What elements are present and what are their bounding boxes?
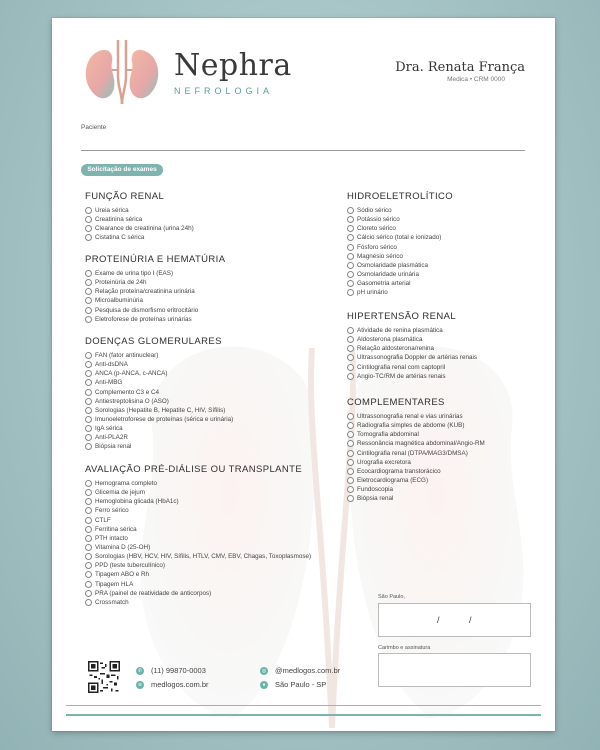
exam-checkbox-item[interactable]: pH urinário [347,288,453,297]
checkbox-icon[interactable] [85,581,92,588]
patient-label: Paciente [81,124,107,131]
exam-checkbox-item[interactable]: Ultrassonografia Doppler de artérias renais [347,353,477,362]
date-label: São Paulo, [378,594,405,600]
checkbox-icon[interactable] [85,207,92,214]
section-title: PROTEINÚRIA E HEMATÚRIA [85,254,226,265]
checkbox-icon[interactable] [347,373,354,380]
date-separator: / [469,615,472,625]
exam-checkbox-item[interactable]: Ferritina sérica [85,525,311,534]
exam-checkbox-item[interactable]: Cloreto sérico [347,224,453,233]
exam-checkbox-item[interactable]: Biópsia renal [85,442,233,451]
exam-checkbox-item[interactable]: Anti-dsDNA [85,360,233,369]
location-contact: ● São Paulo - SP [260,680,326,689]
checkbox-icon[interactable] [347,280,354,287]
instagram-icon: ◎ [261,667,267,674]
exam-checkbox-item[interactable]: Ecocardiograma transtorácico [347,467,485,476]
patient-name-field[interactable] [81,150,525,151]
exam-checkbox-item[interactable]: Angio-TC/RM de artérias renais [347,372,477,381]
checkbox-icon[interactable] [85,216,92,223]
checkbox-icon[interactable] [347,253,354,260]
exam-request-badge: Solicitação de exames [81,164,163,176]
exam-checkbox-item[interactable]: Fundoscopia [347,485,485,494]
checkbox-icon[interactable] [85,379,92,386]
footer-accent-bar [66,714,541,716]
exam-checkbox-item[interactable]: Hemoglobina glicada (HbA1c) [85,497,311,506]
checkbox-icon[interactable] [85,370,92,377]
exam-checkbox-item[interactable]: Aldosterona plasmática [347,335,477,344]
checkbox-icon[interactable] [85,507,92,514]
date-separator: / [437,615,440,625]
checkbox-icon[interactable] [347,468,354,475]
exam-checkbox-item[interactable]: CTLF [85,516,311,525]
exam-checkbox-item[interactable]: Cintilografia renal (DTPA/MAG3/DMSA) [347,449,485,458]
checkbox-icon[interactable] [85,434,92,441]
checkbox-icon[interactable] [347,431,354,438]
checkbox-icon[interactable] [347,354,354,361]
exam-checkbox-item[interactable]: Potássio sérico [347,215,453,224]
exam-checkbox-item[interactable]: ANCA (p-ANCA, c-ANCA) [85,369,233,378]
exam-checkbox-item[interactable]: Osmolaridade urinária [347,270,453,279]
section-title: AVALIAÇÃO PRÉ-DIÁLISE OU TRANSPLANTE [85,464,303,475]
checkbox-icon[interactable] [347,477,354,484]
checkbox-icon[interactable] [85,480,92,487]
exam-checkbox-item[interactable]: Microalbuminúria [85,296,225,305]
exam-checkbox-item[interactable]: Eletrocardiograma (ECG) [347,476,485,485]
exam-checkbox-item[interactable]: Urografia excretora [347,458,485,467]
checkbox-icon[interactable] [347,336,354,343]
exam-checkbox-item[interactable]: Relação proteína/creatinina urinária [85,287,225,296]
doctor-name: Dra. Renata França [395,60,525,75]
checkbox-icon[interactable] [85,225,92,232]
checkbox-icon[interactable] [347,216,354,223]
exam-checkbox-item[interactable]: FAN (fator antinuclear) [85,351,233,360]
checkbox-icon[interactable] [85,407,92,414]
checkbox-icon[interactable] [85,526,92,533]
exam-checkbox-item[interactable]: PTH intacto [85,534,311,543]
date-field[interactable] [378,603,531,637]
exam-checkbox-item[interactable]: Cálcio sérico (total e ionizado) [347,233,453,242]
exam-checkbox-item[interactable]: Eletroforese de proteínas urinárias [85,315,225,324]
section-pre-dialysis [85,464,311,607]
instagram-contact[interactable]: ◎ @medlogos.com.br [261,666,341,675]
checkbox-icon[interactable] [347,271,354,278]
checkbox-icon[interactable] [85,599,92,606]
whatsapp-icon: ✆ [137,667,143,674]
exam-checkbox-item[interactable]: Tipagem ABO e Rh [85,570,311,579]
checkbox-icon[interactable] [347,262,354,269]
checkbox-icon[interactable] [85,416,92,423]
section-title: COMPLEMENTARES [347,397,445,408]
exam-checkbox-item[interactable]: Crossmatch [85,598,311,607]
exam-checkbox-item[interactable]: Biópsia renal [347,494,485,503]
section-hydroelectrolytic [347,191,453,297]
checkbox-icon[interactable] [347,486,354,493]
checkbox-icon[interactable] [85,297,92,304]
exam-checkbox-item[interactable]: PPD (teste tuberculínico) [85,561,311,570]
section-renal-hypertension [347,311,477,381]
exam-checkbox-item[interactable]: Anti-PLA2R [85,433,233,442]
website-contact[interactable]: ≋ medlogos.com.br [137,680,209,689]
section-title: HIPERTENSÃO RENAL [347,311,457,322]
exam-checkbox-item[interactable]: Sódio sérico [347,206,453,215]
exam-checkbox-item[interactable]: Anti-MBG [85,378,233,387]
checkbox-icon[interactable] [85,535,92,542]
checkbox-icon[interactable] [347,364,354,371]
checkbox-icon[interactable] [347,327,354,334]
checkbox-icon[interactable] [347,345,354,352]
checkbox-icon[interactable] [85,307,92,314]
checkbox-icon[interactable] [347,459,354,466]
kidney-logo-icon [80,36,164,106]
location-pin-icon: ● [260,681,268,689]
exam-checkbox-item[interactable]: Imunoeletroforese de proteínas (sérica e urinária) [85,415,233,424]
stamp-signature-field[interactable] [378,653,531,687]
exam-checkbox-item[interactable]: Atividade de renina plasmática [347,326,477,335]
checkbox-icon[interactable] [85,389,92,396]
checkbox-icon[interactable] [85,590,92,597]
exam-checkbox-item[interactable]: Complemento C3 e C4 [85,388,233,397]
exam-checkbox-item[interactable]: Sorologias (HBV, HCV, HIV, Sífilis, HTLV, CMV, EBV, Chagas, Toxoplasmose) [85,552,311,561]
checkbox-icon[interactable] [85,498,92,505]
exam-checkbox-item[interactable]: Ureia sérica [85,206,194,215]
section-glomerular [85,336,233,452]
checkbox-icon[interactable] [85,361,92,368]
section-proteinuria [85,254,225,324]
checkbox-icon[interactable] [347,440,354,447]
exam-checkbox-item[interactable]: IgA sérica [85,424,233,433]
checkbox-icon[interactable] [85,316,92,323]
exam-checkbox-item[interactable]: Glicemia de jejum [85,488,311,497]
checkbox-icon[interactable] [85,270,92,277]
section-title: HIDROELETROLÍTICO [347,191,454,202]
exam-checkbox-item[interactable]: Exame de urina tipo I (EAS) [85,269,225,278]
checkbox-icon[interactable] [85,489,92,496]
checkbox-icon[interactable] [347,234,354,241]
exam-checkbox-item[interactable]: Ferro sérico [85,506,311,515]
exam-checkbox-item[interactable]: Magnésio sérico [347,252,453,261]
exam-checkbox-item[interactable]: Fósforo sérico [347,243,453,252]
checkbox-icon[interactable] [85,571,92,578]
exam-checkbox-item[interactable]: Sorologias (Hepatite B, Hepatite C, HIV, Sífilis) [85,406,233,415]
checkbox-icon[interactable] [85,443,92,450]
checkbox-icon[interactable] [347,225,354,232]
checkbox-icon[interactable] [85,279,92,286]
exam-checkbox-item[interactable]: Ultrassonografia renal e vias urinárias [347,412,485,421]
exam-checkbox-item[interactable]: Pesquisa de dismorfismo eritrocitário [85,306,225,315]
checkbox-icon[interactable] [85,425,92,432]
checkbox-icon[interactable] [85,553,92,560]
exam-checkbox-item[interactable]: Creatinina sérica [85,215,194,224]
wifi-icon: ≋ [137,681,143,688]
checkbox-icon[interactable] [85,288,92,295]
checkbox-icon[interactable] [347,495,354,502]
section-title: DOENÇAS GLOMERULARES [85,336,222,347]
section-renal-function [85,191,194,243]
exam-checkbox-item[interactable]: Osmolaridade plasmática [347,261,453,270]
exam-checkbox-item[interactable]: Clearance de creatinina (urina 24h) [85,224,194,233]
exam-checkbox-item[interactable]: Radiografia simples de abdome (KUB) [347,421,485,430]
section-title: FUNÇÃO RENAL [85,191,165,202]
exam-checkbox-item[interactable]: Relação aldosterona/renina [347,344,477,353]
exam-checkbox-item[interactable]: Gasometria arterial [347,279,453,288]
checkbox-icon[interactable] [347,207,354,214]
doctor-crm: Medica • CRM 0000 [447,76,505,83]
exam-checkbox-item[interactable]: Cistatina C sérica [85,233,194,242]
exam-checkbox-item[interactable]: PRA (painel de reatividade de anticorpos) [85,589,311,598]
exam-checkbox-item[interactable]: Proteinúria de 24h [85,278,225,287]
qr-code [88,661,120,693]
exam-checkbox-item[interactable]: Hemograma completo [85,479,311,488]
checkbox-icon[interactable] [85,544,92,551]
exam-checkbox-item[interactable]: Ressonância magnética abdominal/Angio-RM [347,439,485,448]
prescription-page [52,18,555,731]
exam-checkbox-item[interactable]: Antiestreptolisina O (ASO) [85,397,233,406]
checkbox-icon[interactable] [85,352,92,359]
checkbox-icon[interactable] [85,234,92,241]
brand-name: Nephra [174,48,292,83]
checkbox-icon[interactable] [347,422,354,429]
stamp-signature-label: Carimbo e assinatura [378,645,431,651]
checkbox-icon[interactable] [347,450,354,457]
checkbox-icon[interactable] [347,413,354,420]
section-complementary [347,397,485,503]
exam-checkbox-item[interactable]: Cintilografia renal com captopril [347,363,477,372]
checkbox-icon[interactable] [85,517,92,524]
checkbox-icon[interactable] [347,289,354,296]
exam-checkbox-item[interactable]: Tipagem HLA [85,580,311,589]
exam-checkbox-item[interactable]: Vitamina D (25-OH) [85,543,311,552]
checkbox-icon[interactable] [347,244,354,251]
footer-divider [66,705,541,706]
phone-contact[interactable]: ✆ (11) 99870-0003 [137,666,206,675]
checkbox-icon[interactable] [85,562,92,569]
checkbox-icon[interactable] [85,398,92,405]
brand-subtitle: NEFROLOGIA [174,86,274,96]
exam-checkbox-item[interactable]: Tomografia abdominal [347,430,485,439]
